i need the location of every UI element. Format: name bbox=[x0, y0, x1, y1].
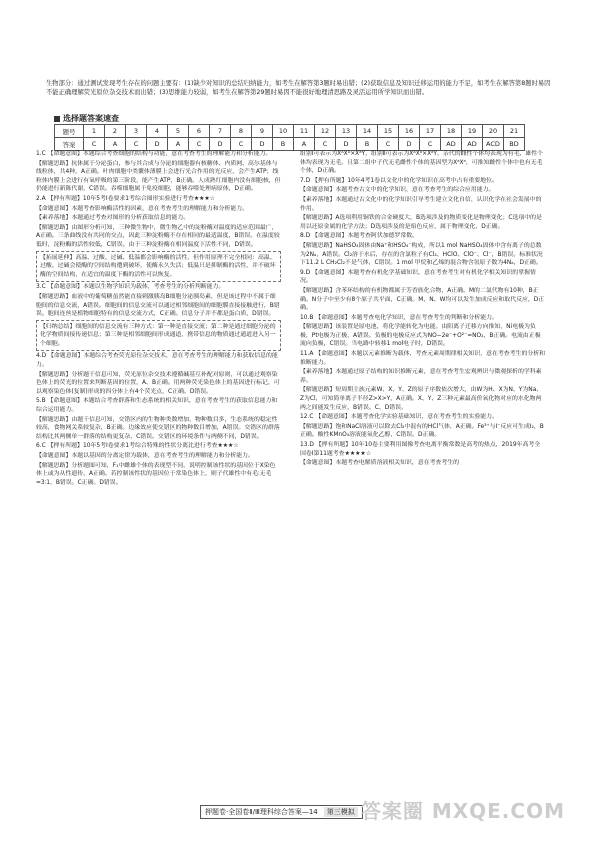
answer-paragraph: 【解题思路】由图形分析可知，三种微生物中，微生物乙中的淀粉酶对温度的适应范围最广，A正确。三条曲线没有共同的交点，因此三种淀粉酶不存在相同的最适温度，B错误。在温度较低时，淀粉酶的活性较低，C错误。由于三种淀粉酶在相同温度下活性不同，D错误。 bbox=[36, 224, 280, 248]
answer-cell: C bbox=[84, 138, 105, 151]
page-footer bbox=[200, 805, 363, 819]
question-number: 4 bbox=[147, 125, 168, 138]
question-number: 19 bbox=[462, 125, 483, 138]
answer-cell: C bbox=[189, 138, 210, 151]
question-number: 12 bbox=[315, 125, 336, 138]
answer-paragraph: 【命题意图】本题考查影响酶活性的因素，意在考查考生的理解能力和分析能力。 bbox=[36, 205, 249, 212]
num-header: 题号 bbox=[55, 125, 84, 138]
answer-paragraph: 【命题意图】本题以基因的分离定律为载体，意在考查考生的理解能力和分析能力。 bbox=[36, 453, 254, 459]
answer-paragraph: 【拓展延伸】高温、过酸、过碱、低温都会影响酶的活性，但作用原理不完全相同：高温、过酸、过碱会使酶的空间结构遭到破坏，使酶永久失活；低温只是抑制酶的活性，并不破坏酶的空间结构，在适宜的温度下酶的活性可以恢复。 bbox=[36, 251, 281, 283]
watermark: 答案圈 MXQE.COM bbox=[360, 799, 565, 823]
answer-cell: AD bbox=[441, 138, 462, 151]
question-number: 1 bbox=[84, 125, 105, 138]
answer-paragraph: 7.D 【押有所题】10年4考1卷以文化中的化学知识在高考中占有重要地位。 bbox=[300, 177, 498, 184]
question-number: 16 bbox=[399, 125, 420, 138]
intro-paragraph: 生物部分：通过测试发现考生存在的问题主要有：(1)缺少对知识的总结归纳能力，如考生在解答第3题时易出错；(2)获取信息及知识迁移运用的能力不足，如考生在解答第8题时易因不能正确理解荧光原位杂交技术而出错；(3)思维能力较弱，如考生在解答第29题时易因不能很好地理清思路及灵活运用所学知识而出错。 bbox=[46, 80, 551, 96]
answer-cell: D bbox=[336, 138, 357, 151]
square-icon bbox=[54, 116, 60, 122]
answer-paragraph: 【素养落地】本题通过原子结构的知识推断元素，意在考查考生宏观辨识与微观探析的学科素养。 bbox=[300, 369, 542, 384]
answer-cell: C bbox=[378, 138, 399, 151]
question-number: 10 bbox=[273, 125, 294, 138]
question-number: 21 bbox=[504, 125, 525, 138]
question-number: 18 bbox=[441, 125, 462, 138]
question-number: 7 bbox=[210, 125, 231, 138]
answer-paragraph: 【解题思路】A选项利用铜铁的合金硬度大，B选项涉及的物质变化是物理变化；C选项中的是用以还原金属的化学方法；D选项涉及的是焰色反应，属于物理变化，D正确。 bbox=[300, 215, 542, 230]
answer-header: 答案 bbox=[55, 138, 84, 151]
question-number: 20 bbox=[483, 125, 504, 138]
answer-cell: A bbox=[294, 138, 315, 151]
answer-paragraph: 3.C 【命题意图】本题以生物学知识为载体，考查考生的分析判断能力。 bbox=[36, 284, 225, 291]
question-number: 8 bbox=[231, 125, 252, 138]
question-number: 3 bbox=[126, 125, 147, 138]
answer-paragraph: 【素养落地】本题通过考查对图形的分析获取信息的能力。 bbox=[36, 215, 190, 222]
answer-paragraph: 5.B 【命题意图】本题结合考查群落和生态系统的相关知识，意在考查考生的获取信息能力和综合运用能力。 bbox=[36, 398, 278, 414]
answer-paragraph: 【解题思路】饱和NaCl溶液可以除去Cl₂中混有的HCl气体，A正确。Fe³⁺与I⁻反应可生成I₂，B正确。酸性KMnO₄溶液能氧化乙醇，C错误。D正确。 bbox=[300, 423, 544, 439]
answer-cell: D bbox=[252, 138, 273, 151]
answer-paragraph: 【解题思路】由题干信息可知，交错区内的生物种类数增加，物种数目多，生态系统的稳定性较高，食物网关系较复杂，B正确。边缘效应使交错区的物种数目增加，A错误。交错区的群落结构比其两侧单一群落的结构更复杂，C错误。交错区的环境条件与两侧不同，D错误。 bbox=[36, 416, 280, 440]
answer-quick-title bbox=[54, 113, 119, 124]
answer-cell: D bbox=[399, 138, 420, 151]
answer-cell: ACD bbox=[483, 138, 504, 151]
question-number: 15 bbox=[378, 125, 399, 138]
answer-paragraph: 【解题思路】含苯环结构的有机物都属于芳香族化合物，A正确。M的二氯代物有10种，B正确。N分子中至少有8个原子共平面，C正确。M、N、W均可以发生加成反应和取代反应，D正确。 bbox=[300, 287, 545, 312]
answer-paragraph: 【素养落地】本题通过古文化中的化学知识引导考生建立文化自信，认识化学在社会发展中的作用。 bbox=[300, 196, 542, 212]
answer-paragraph: 【归纳总结】细胞间的信息交流有三种方式：第一种是直接交流；第二种是通过细胞分泌的化学物质间接传递信息；第三种是相邻细胞间形成通道，携带信息的物质通过通道进入另一个细胞。 bbox=[36, 320, 281, 352]
answer-paragraph: 【解题思路】血液中的葡萄糖虽然能直接刺激胰岛B细胞分泌胰岛素，但是该过程中不属于细胞间的信息交流，A错误。细胞间的信息交流可以通过相邻细胞间的细胞膜直接接触进行，B错误。胞间连丝是植物细胞特有的信息交流方式，C正确。信息分子并不都是蛋白质，D错误。 bbox=[36, 293, 280, 318]
answer-cell: C bbox=[420, 138, 441, 151]
answer-paragraph: 6.C 【押有所题】10年5考Ⅰ卷要求1考综合特殊的性状分离比进行考查★★★☆ bbox=[36, 443, 239, 450]
answer-paragraph: 12.C 【命题意图】本题考查化学实验基础知识，意在考查考生的实验能力。 bbox=[300, 414, 498, 421]
answer-cell: B bbox=[357, 138, 378, 151]
answer-cell: AD bbox=[462, 138, 483, 151]
answer-paragraph: 【解题思路】分析题图可知，F₁中雌雄个体的表现型不同，说明控制该性状的基因位于X染色体上或为从性遗传，A正确。若控制该性状的基因位于常染色体上，则子代雄性中有毛∶无毛=3∶1，B错误。C正确。D错误。 bbox=[36, 462, 276, 486]
answer-paragraph: 10.B 【命题意图】本题考查电化学知识，意在考查考生的判断和分析能力。 bbox=[300, 314, 498, 321]
answer-paragraph: 【解题思路】抗体属于分泌蛋白，参与其合成与分泌的细胞器有核糖体、内质网、高尔基体与线粒体，共4种，A正确。叶肉细胞中类囊体薄膜上会进行光合作用的光反应，会产生ATP；线粒体内膜上会进行有氧呼吸的第三阶段，能产生ATP，B正确。人成熟红细胞内没有细胞核，但仍能进行新陈代谢，C错误。吞噬细胞属于免疫细胞，能够吞噬处理病原体，D正确。 bbox=[36, 160, 281, 193]
answer-paragraph: 13.D 【押有所题】10年10卷主要利用图像考查电离平衡常数是高考的热点，2019年高考全国卷Ⅰ第11题考查★★★★☆ bbox=[300, 442, 541, 457]
answer-cell: BD bbox=[504, 138, 525, 151]
answer-paragraph: 组别Ⅰ可表示为XᴬXᴬ×XᵃY，组别Ⅱ可表示为XᴬXᵃ×XᵃY，亲代的雌性个体均表现为有毛，雄性个体均表现为无毛，且第二组中子代无毛雌性个体的基因型为XᵃXᵃ，可推知雌性个体中也有无毛个体，D正确。 bbox=[300, 151, 544, 175]
question-number: 9 bbox=[252, 125, 273, 138]
answer-paragraph: 8.D 【命题意图】本题考查阿伏加德罗常数。 bbox=[300, 233, 419, 240]
question-number: 13 bbox=[336, 125, 357, 138]
answer-cell: D bbox=[147, 138, 168, 151]
answer-paragraph: 2.A 【押有所题】10年5考Ⅰ卷要求1考综合图形实验进行考查★★★☆ bbox=[36, 195, 215, 202]
answer-cell: C bbox=[126, 138, 147, 151]
question-number: 5 bbox=[168, 125, 189, 138]
answer-cell: D bbox=[210, 138, 231, 151]
footer-page: 第三模拟 bbox=[324, 807, 358, 817]
answer-table bbox=[54, 124, 525, 151]
answer-cell: A bbox=[105, 138, 126, 151]
answer-paragraph: 【解题思路】该装置是原电池，将化学能转化为电能。由阳离子迁移方向推知，Ni电极为负极，Pt电极为正极，A错误。负极的电极反应式为NO−2e⁻+O²⁻=NO₂，B正确。电流由正极流向负极，C错误。当电路中转移1 mol电子时，D错误。 bbox=[300, 324, 541, 348]
answer-paragraph: 【命题意图】本题考查电解质溶液相关知识，意在考查考生的 bbox=[300, 460, 460, 467]
answer-paragraph: 1.C 【命题意图】本题综合考查细胞的结构与功能，意在考查考生的理解能力和分析能力。 bbox=[36, 151, 272, 157]
question-number: 6 bbox=[189, 125, 210, 138]
answer-paragraph: 4.D 【命题意图】本题综合考查荧光原位杂交技术，意在考查考生的理解能力和获取信息的能力。 bbox=[36, 353, 278, 369]
answer-cell: B bbox=[273, 138, 294, 151]
question-number: 14 bbox=[357, 125, 378, 138]
answer-paragraph: 【解题思路】短周期主族元素W、X、Y、Z的原子序数依次增大，由W为H、X为N、Y为Na、Z为Cl，可知简单离子半径Z>X>Y，A正确。X、Y、Z三种元素最高价氧化物对应的水化物两两之间能发生反应，B错误。C、D错误。 bbox=[300, 387, 543, 411]
question-number: 17 bbox=[420, 125, 441, 138]
answer-paragraph: 11.A 【命题意图】本题以元素推断为载体，考查元素周期律相关知识，意在考查考生的分析和推断能力。 bbox=[300, 351, 546, 366]
right-column bbox=[300, 150, 545, 469]
question-number: 2 bbox=[105, 125, 126, 138]
answer-cell: A bbox=[168, 138, 189, 151]
answer-paragraph: 【解题思路】分析题干信息可知，荧光原位杂交技术遵循碱基互补配对原则，可以通过观察染色体上的荧光的位置来判断基因的位置，A、B正确。用两种荧光染色体上的基因进行标记，可以观察染色体(复制)形成的四分体上有4个荧光点，C正确。D错误。 bbox=[36, 371, 280, 395]
answer-paragraph: 9.D 【命题意图】本题考查有机化学基础知识，意在考查考生对有机化学相关知识的掌握情况。 bbox=[300, 269, 536, 285]
answer-paragraph: 【解题思路】NaHSO₄固体由Na⁺和HSO₄⁻构成，所以1 mol NaHSO₄固体中含有离子的总数为2Nₐ，A错误。Cl₂溶于水后，存在的含氯粒子有Cl₂、HClO、ClO⁻、Cl⁻，B错误。标准状况下11.2 L CH₂Cl₂不是气体，C错误。1 mol 甲烷和乙烯的混合物含氢原子数为4Nₐ，D正确。 bbox=[300, 242, 543, 267]
answer-quick-label: 选择题答案速查 bbox=[63, 114, 119, 123]
left-column bbox=[36, 150, 281, 488]
footer-label: 押题卷·全国卷Ⅱ/Ⅲ理科综合答案—14 bbox=[205, 808, 318, 816]
answer-cell: C bbox=[231, 138, 252, 151]
question-number: 11 bbox=[294, 125, 315, 138]
answer-cell: C bbox=[315, 138, 336, 151]
answer-paragraph: 【命题意图】本题考查古文中的化学知识，意在考查考生的综合应用能力。 bbox=[300, 187, 495, 194]
